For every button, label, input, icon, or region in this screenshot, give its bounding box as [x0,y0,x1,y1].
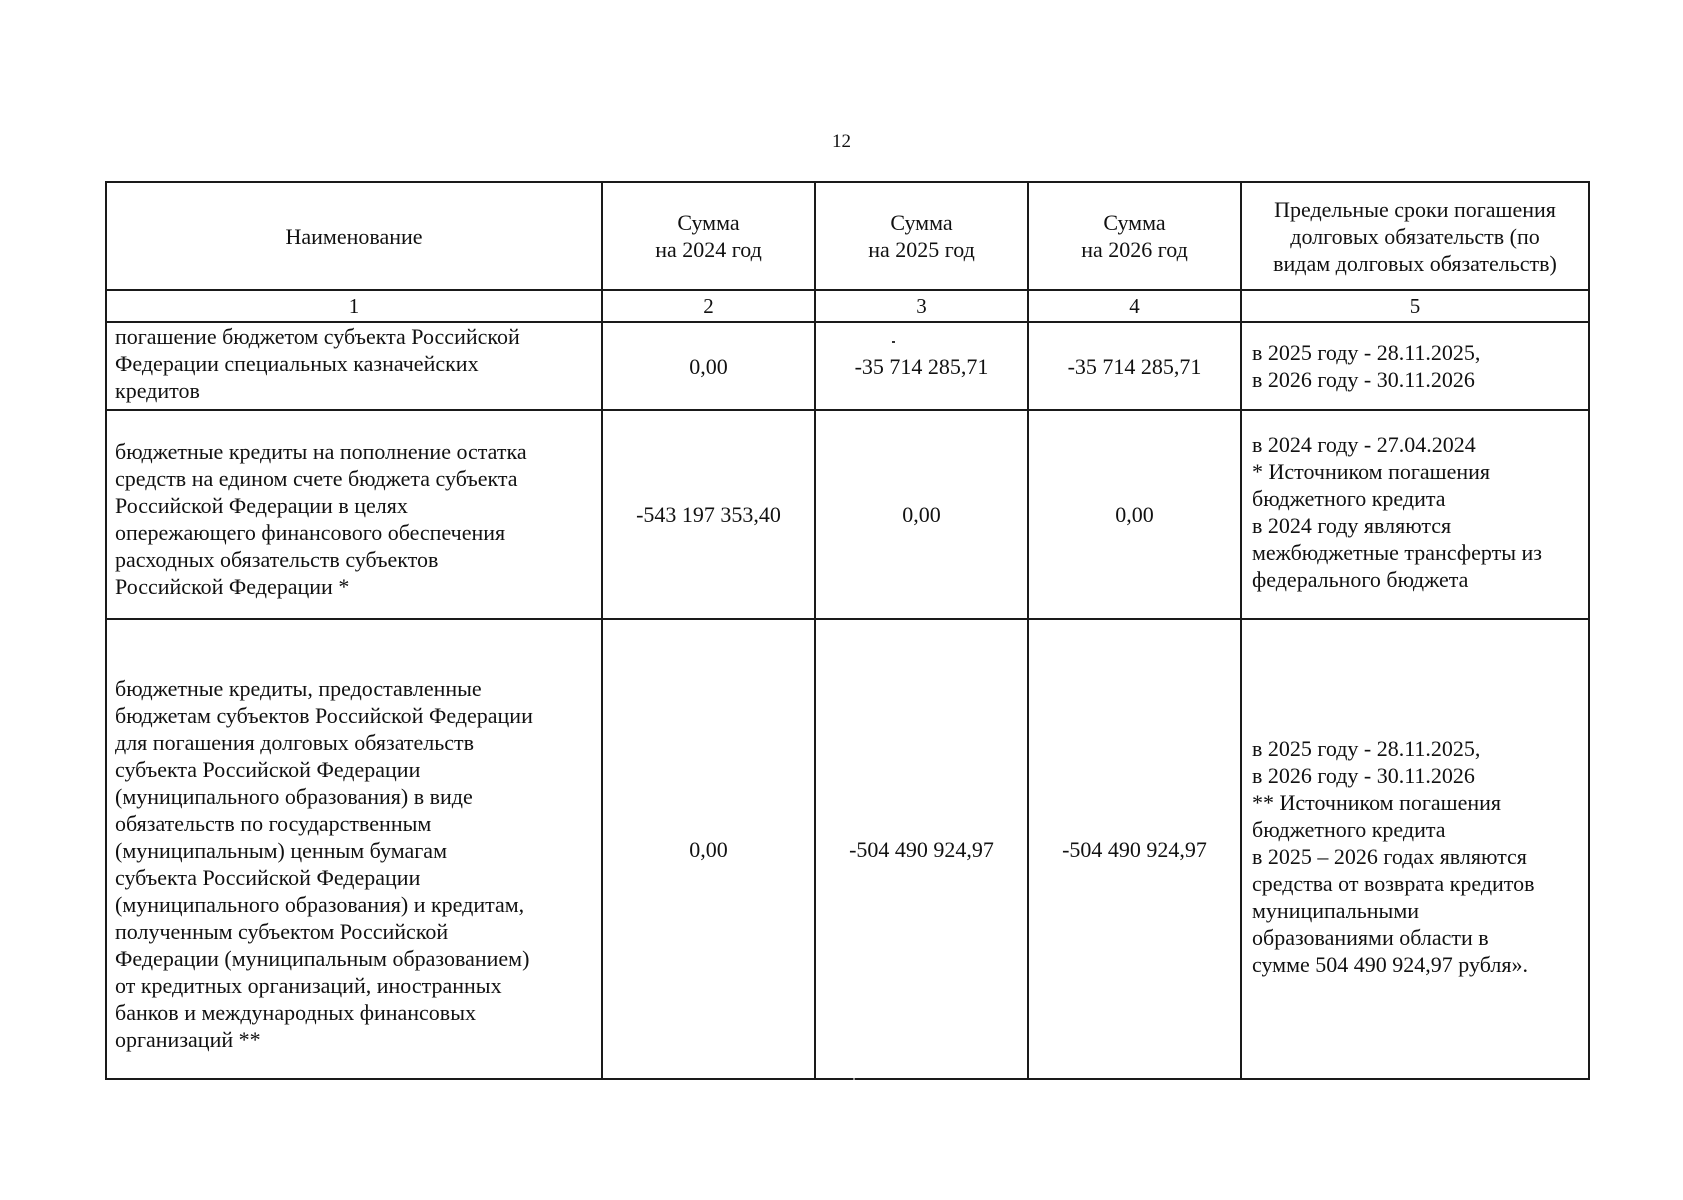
amount-2025: -35 714 285,71 [815,322,1028,410]
header-line: на 2024 год [655,237,762,262]
term-line: в 2025 году - 28.11.2025, [1252,340,1481,365]
term-line: средства от возврата кредитов [1252,870,1535,896]
name-line: средств на едином счете бюджета субъекта [115,465,518,491]
scan-mark [853,1078,855,1080]
name-line: Федерации специальных казначейских [115,351,479,376]
header-name-line: Наименование [285,223,423,249]
row-terms [1241,322,1589,410]
header-line: видам долговых обязательств) [1273,250,1557,276]
table-row [106,410,1589,619]
term-line: в 2024 году являются [1252,513,1452,538]
header-line: на 2025 год [868,237,975,262]
header-sum-2026 [1028,182,1241,290]
amount-2026: -504 490 924,97 [1028,619,1241,1079]
name-line: опережающего финансового обеспечения [115,519,506,545]
row-name [106,410,602,619]
table-row [106,322,1589,410]
term-line: ** Источником погашения [1252,789,1502,815]
amount-2025: 0,00 [815,410,1028,619]
name-line: бюджетам субъектов Российской Федерации [115,703,533,728]
name-line: бюджетные кредиты, предоставленные [115,676,482,701]
term-line: образованиями области в [1252,924,1489,950]
header-line: Предельные сроки погашения [1274,196,1556,222]
budget-sources-table [105,181,1590,1080]
row-name [106,619,602,1079]
term-line: федерального бюджета [1252,567,1469,592]
amount-2024: 0,00 [602,619,815,1079]
name-line: Российской Федерации * [115,573,350,599]
header-line: долговых обязательств (по [1290,223,1540,249]
name-line: для погашения долговых обязательств [115,730,475,755]
table-header-row [106,182,1589,290]
name-line: погашение бюджетом субъекта Российской [115,324,520,349]
name-line: Федерации (муниципальным образованием) [115,946,530,971]
column-number-row [106,290,1589,322]
name-line: Российской Федерации в целях [115,492,408,518]
term-line: межбюджетные трансферты из [1252,540,1542,565]
name-line: обязательств по государственным [115,811,432,836]
term-line: * Источником погашения [1252,459,1491,484]
column-number: 2 [602,290,815,322]
name-line: банков и международных финансовых [115,1000,476,1025]
name-line: полученным субъектом Российской [115,919,449,944]
term-line: сумме 504 490 924,97 рубля». [1252,951,1528,977]
amount-2026: -35 714 285,71 [1028,322,1241,410]
header-terms [1241,182,1589,290]
name-line: субъекта Российской Федерации [115,865,421,890]
term-line: в 2024 году - 27.04.2024 [1252,432,1476,457]
name-line: (муниципального образования) и кредитам, [115,892,525,917]
header-name [106,182,602,290]
row-name [106,322,602,410]
page-number: 12 [832,131,851,152]
term-line: в 2026 году - 30.11.2026 [1252,762,1475,788]
name-line: расходных обязательств субъектов [115,546,439,572]
row-terms [1241,410,1589,619]
row-terms [1241,619,1589,1079]
name-line: организаций ** [115,1027,261,1052]
column-number: 4 [1028,290,1241,322]
column-number: 5 [1241,290,1589,322]
column-number: 1 [106,290,602,322]
amount-2025: -504 490 924,97 [815,619,1028,1079]
header-line: Сумма [890,210,953,235]
header-sum-2025 [815,182,1028,290]
term-line: муниципальными [1252,897,1420,923]
header-line: Сумма [677,210,740,235]
header-line: Сумма [1103,210,1166,235]
term-line: в 2025 году - 28.11.2025, [1252,735,1481,761]
term-line: в 2026 году - 30.11.2026 [1252,367,1475,392]
name-line: (муниципального образования) в виде [115,784,473,809]
name-line: (муниципальным) ценным бумагам [115,838,447,863]
name-line: кредитов [115,378,200,403]
amount-2024: 0,00 [602,322,815,410]
term-line: в 2025 – 2026 годах являются [1252,843,1527,869]
header-line: на 2026 год [1081,237,1188,262]
amount-2024: -543 197 353,40 [602,410,815,619]
header-sum-2024 [602,182,815,290]
table-row [106,619,1589,1079]
column-number: 3 [815,290,1028,322]
amount-2026: 0,00 [1028,410,1241,619]
term-line: бюджетного кредита [1252,486,1446,511]
name-line: от кредитных организаций, иностранных [115,973,502,998]
name-line: субъекта Российской Федерации [115,757,421,782]
term-line: бюджетного кредита [1252,816,1446,842]
name-line: бюджетные кредиты на пополнение остатка [115,438,527,464]
